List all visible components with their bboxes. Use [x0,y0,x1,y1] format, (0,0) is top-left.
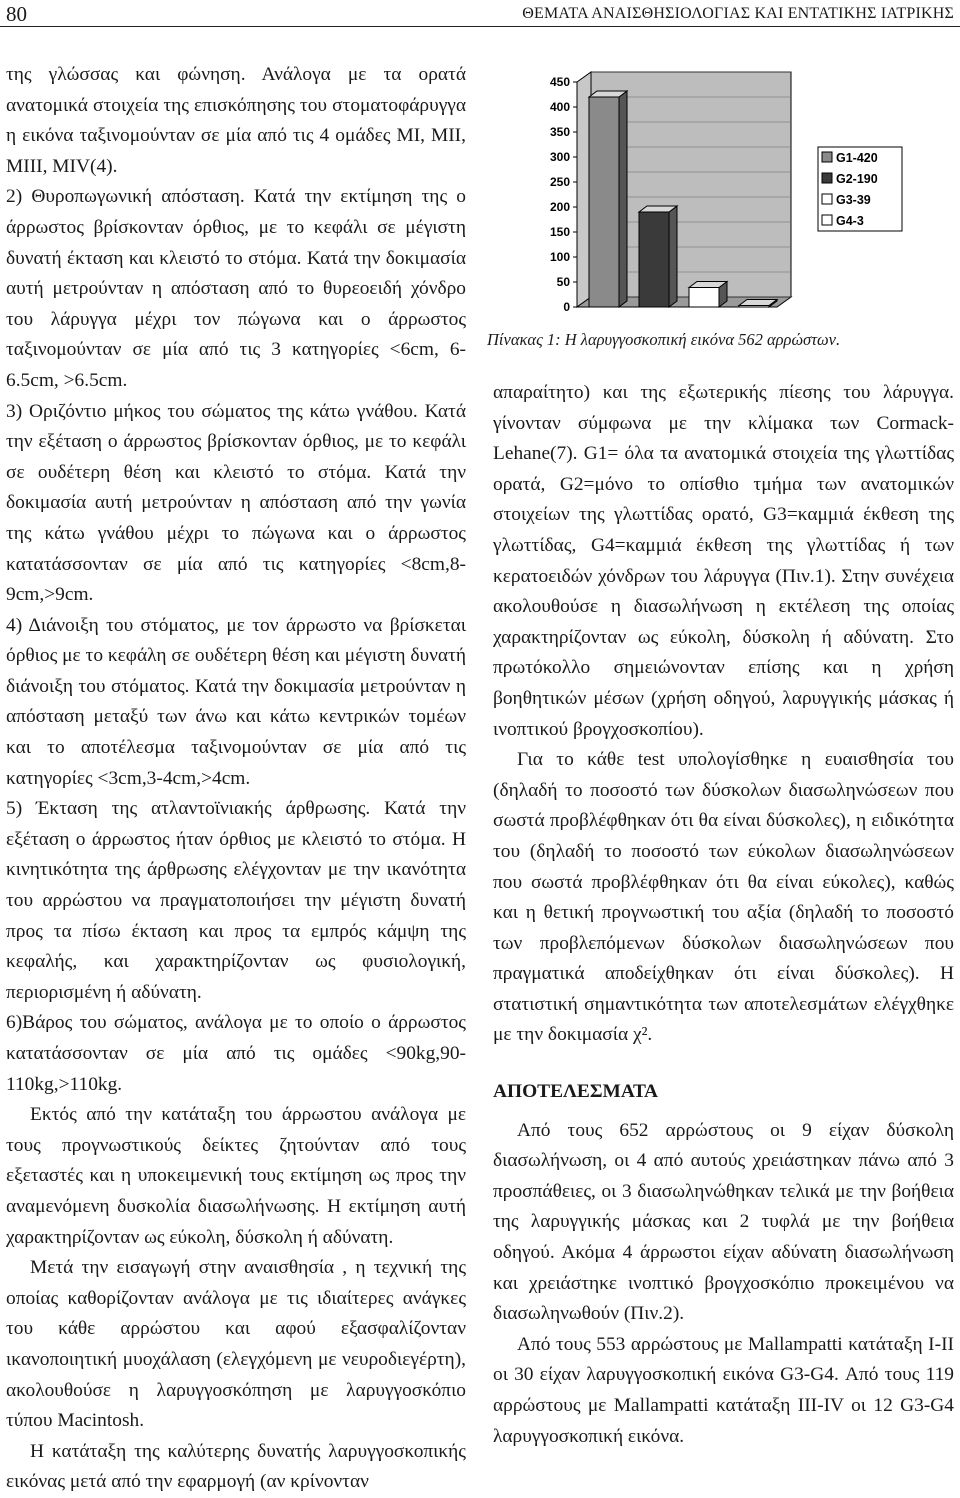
y-tick-label: 150 [549,225,570,239]
bar-chart [487,60,957,330]
legend-swatch [822,152,832,162]
paragraph: Από τους 652 αρρώστους οι 9 είχαν δύσκολη διασωλήνωση, οι 4 από αυτούς χρειάστηκαν πάνω από 3 προσπάθειες, οι 3 διασωληνώθηκαν τελικά με την βοήθεια της λαρυγγικής μάσκας και 2 τυφλά με την βοήθεια οδηγού. Ακόμα 4 άρρωστοι είχαν αδύνατη διασωλήνωση και χρειάστηκε ινοπτικό βρογχοσκόπιο προκειμένου να διασωληνωθούν (Πιν.2). [493,1119,954,1325]
paragraph: Για το κάθε test υπολογίσθηκε η ευαισθησία του (δηλαδή το ποσοστό των δύσκολων διασωληνώσεων που σωστά προβλέφθηκαν ότι θα είναι δύσκολες), η ειδικότητα του (δηλαδή το ποσοστό των εύκολων διασωληνώσεων που σωστά προβλέφθηκαν ότι θα είναι εύκολες), καθώς και η θετική προγνωστική του αξία (δηλαδή το ποσοστό των προβλεπόμενων δύσκολων διασωληνώσεων που πραγματικά αποδείχθηκαν ότι είναι δύσκολες). Η στατιστική σημαντικότητα των αποτελεσμάτων ελέγχθηκε με την δοκιμασία χ². [493,749,954,1046]
y-tick-label: 100 [549,250,570,264]
bar [689,288,719,308]
y-tick-label: 400 [549,100,570,114]
paragraph: απαραίτητο) και της εξωτερικής πίεσης του λάρυγγα. γίνονταν σύμφωνα με την κλίμακα των Cormack-Lehane(7). G1= όλα τα ανατομικά στοιχεία της γλωττίδας ορατά, G2=μόνο το οπίσθιο τμήμα των ανατομικών στοιχείων της γλωττίδας ορατό, G3=καμμιά έκθεση της γλωττίδας, G4=καμμιά έκθεση της γλωττίδας ή των κερατοειδών χόνδρων του λάρυγγα (Πιν.1). Στην συνέχεια ακολουθούσε η διασωλήνωση η εκτέλεση της οποίας χαρακτηρίζονταν ως εύκολη, δύσκολη ή αδύνατη. Στο πρωτόκολλο σημειώνονταν επίσης και η χρήση βοηθητικών μέσων (χρήση οδηγού, λαρυγγικής μάσκας ή ινοπτικού βρογχοσκοπίου). [493,382,954,740]
y-tick-label: 250 [549,175,570,189]
y-tick-label: 0 [563,300,570,314]
legend-swatch [822,215,832,225]
figure-caption: Πίνακας 1: Η λαρυγγοσκοπική εικόνα 562 αρρώστων. [487,330,841,349]
legend-label: G4-3 [836,214,864,228]
paragraph: 2) Θυροπωγωνική απόσταση. Κατά την εκτίμηση της ο άρρωστος βρίσκονταν όρθιος, με το κεφάλι σε μέγιστη δυνατή έκταση και κλειστό το στόμα. Κατά την δοκιμασία αυτή μετρούνταν η απόσταση από το θυρεοειδή χόνδρο του λάρυγγα μέχρι τον πώγωνα και ο άρρωστος ταξινομούνταν σε μία από τις 3 κατηγορίες <6cm, 6-6.5cm, >6.5cm. [6,186,466,391]
paragraph: Η κατάταξη της καλύτερης δυνατής λαρυγγοσκοπικής εικόνας μετά από την εφαρμογή (αν κρίνονταν [6,1440,466,1493]
bar [739,306,769,308]
figure-chart [487,60,957,360]
y-tick-label: 50 [556,275,570,289]
paragraph: Από τους 553 αρρώστους με Mallampatti κατάταξη I-II οι 30 είχαν λαρυγγοσκοπική εικόνα G3-G4. Από τους 119 αρρώστους με Mallampatti κατάταξη III-IV οι 12 G3-G4 λαρυγγοσκοπική εικόνα. [493,1333,954,1447]
running-title: ΘΕΜΑΤΑ ΑΝΑΙΣΘΗΣΙΟΛΟΓΙΑΣ ΚΑΙ ΕΝΤΑΤΙΚΗΣ ΙΑΤΡΙΚΗΣ [522,5,954,22]
bar-side [669,206,677,307]
legend-swatch [822,173,832,183]
y-tick-label: 300 [549,150,570,164]
y-tick-label: 350 [549,125,570,139]
right-column [493,378,954,1452]
paragraph: Μετά την εισαγωγή στην αναισθησία , η τεχνική της οποίας καθορίζονταν ανάλογα με τις ιδιαίτερες ανάγκες του κάθε αρρώστου και αφού εξασφαλίζονταν ικανοποιητική μυοχάλαση (ελεγχόμενη με νευροδιεγέρτη), ακολουθούσε η λαρυγγοσκόπηση με λαρυγγοσκόπιο τύπου Macintosh. [6,1257,466,1432]
bar [639,212,669,307]
paragraph: 6)Βάρος του σώματος, ανάλογα με το οποίο ο άρρωστος κατατάσσονταν σε μία από τις ομάδες <90kg,90-110kg,>110kg. [6,1012,466,1095]
legend-label: G1-420 [836,151,878,165]
y-tick-label: 450 [549,75,570,89]
header-rule [0,26,960,27]
paragraph: 5) Έκταση της ατλαντοϊνιακής άρθρωσης. Κατά την εξέταση ο άρρωστος ήταν όρθιος με κλειστό το στόμα. Η κινητικότητα της άρθρωσης ελέγχονταν με την ικανότητα του αρρώστου να πραγματοποιήσει την μέγιστη δυνατή προς τα πίσω έκταση και προς τα εμπρός κάμψη της κεφαλής, και χαρακτηρίζονταν ως φυσιολογική, περιορισμένη ή αδύνατη. [6,798,466,1003]
y-tick-label: 200 [549,200,570,214]
bar-side [619,91,627,307]
page-header [0,0,960,30]
paragraph: 3) Οριζόντιο μήκος του σώματος της κάτω γνάθου. Κατά την εξέταση ο άρρωστος βρίσκονταν όρθιος, με το κεφάλι σε ουδέτερη θέση και κλειστό το στόμα. Κατά την δοκιμασία αυτή μετρούνταν η απόσταση από την γωνία της κάτω γνάθου μέχρι το πώγωνα και ο άρρωστος κατατάσσονταν σε μία από τις κατηγορίες <8cm,8-9cm,>9cm. [6,400,466,606]
paragraph: της γλώσσας και φώνηση. Ανάλογα με τα ορατά ανατομικά στοιχεία της επισκόπησης του στοματοφάρυγγα η εικόνα ταξινομούνταν σε μία από τις 4 ομάδες MI, MII, MIII, MIV(4). [6,64,466,177]
bar [589,97,619,307]
paragraph: Εκτός από την κατάταξη του άρρωστου ανάλογα με τους προγνωστικούς δείκτες ζητούνταν από τους εξεταστές και η υποκειμενική τους εκτίμηση ως προς την αναμενόμενη δυσκολία διασωλήνωσης. Η εκτίμηση αυτή χαρακτηρίζονταν ως εύκολη, δύσκολη ή αδύνατη. [6,1104,466,1248]
paragraph: 4) Διάνοιξη του στόματος, με τον άρρωστο να βρίσκεται όρθιος με το κεφάλη σε ουδέτερη θέση και μέγιστη δυνατή διάνοιξη του στόματος. Κατά την δοκιμασία μετρούνταν η απόσταση μεταξύ των άνω και κάτω κεντρικών τομέων και το αποτέλεσμα ταξινομούνταν σε μία από τις κατηγορίες <3cm,3-4cm,>4cm. [6,614,466,789]
legend-swatch [822,194,832,204]
legend-label: G3-39 [836,193,871,207]
page-number: 80 [6,2,27,26]
legend-label: G2-190 [836,172,878,186]
left-column [6,60,466,1498]
section-heading: ΑΠΟΤΕΛΕΣΜΑΤΑ [493,1081,659,1103]
